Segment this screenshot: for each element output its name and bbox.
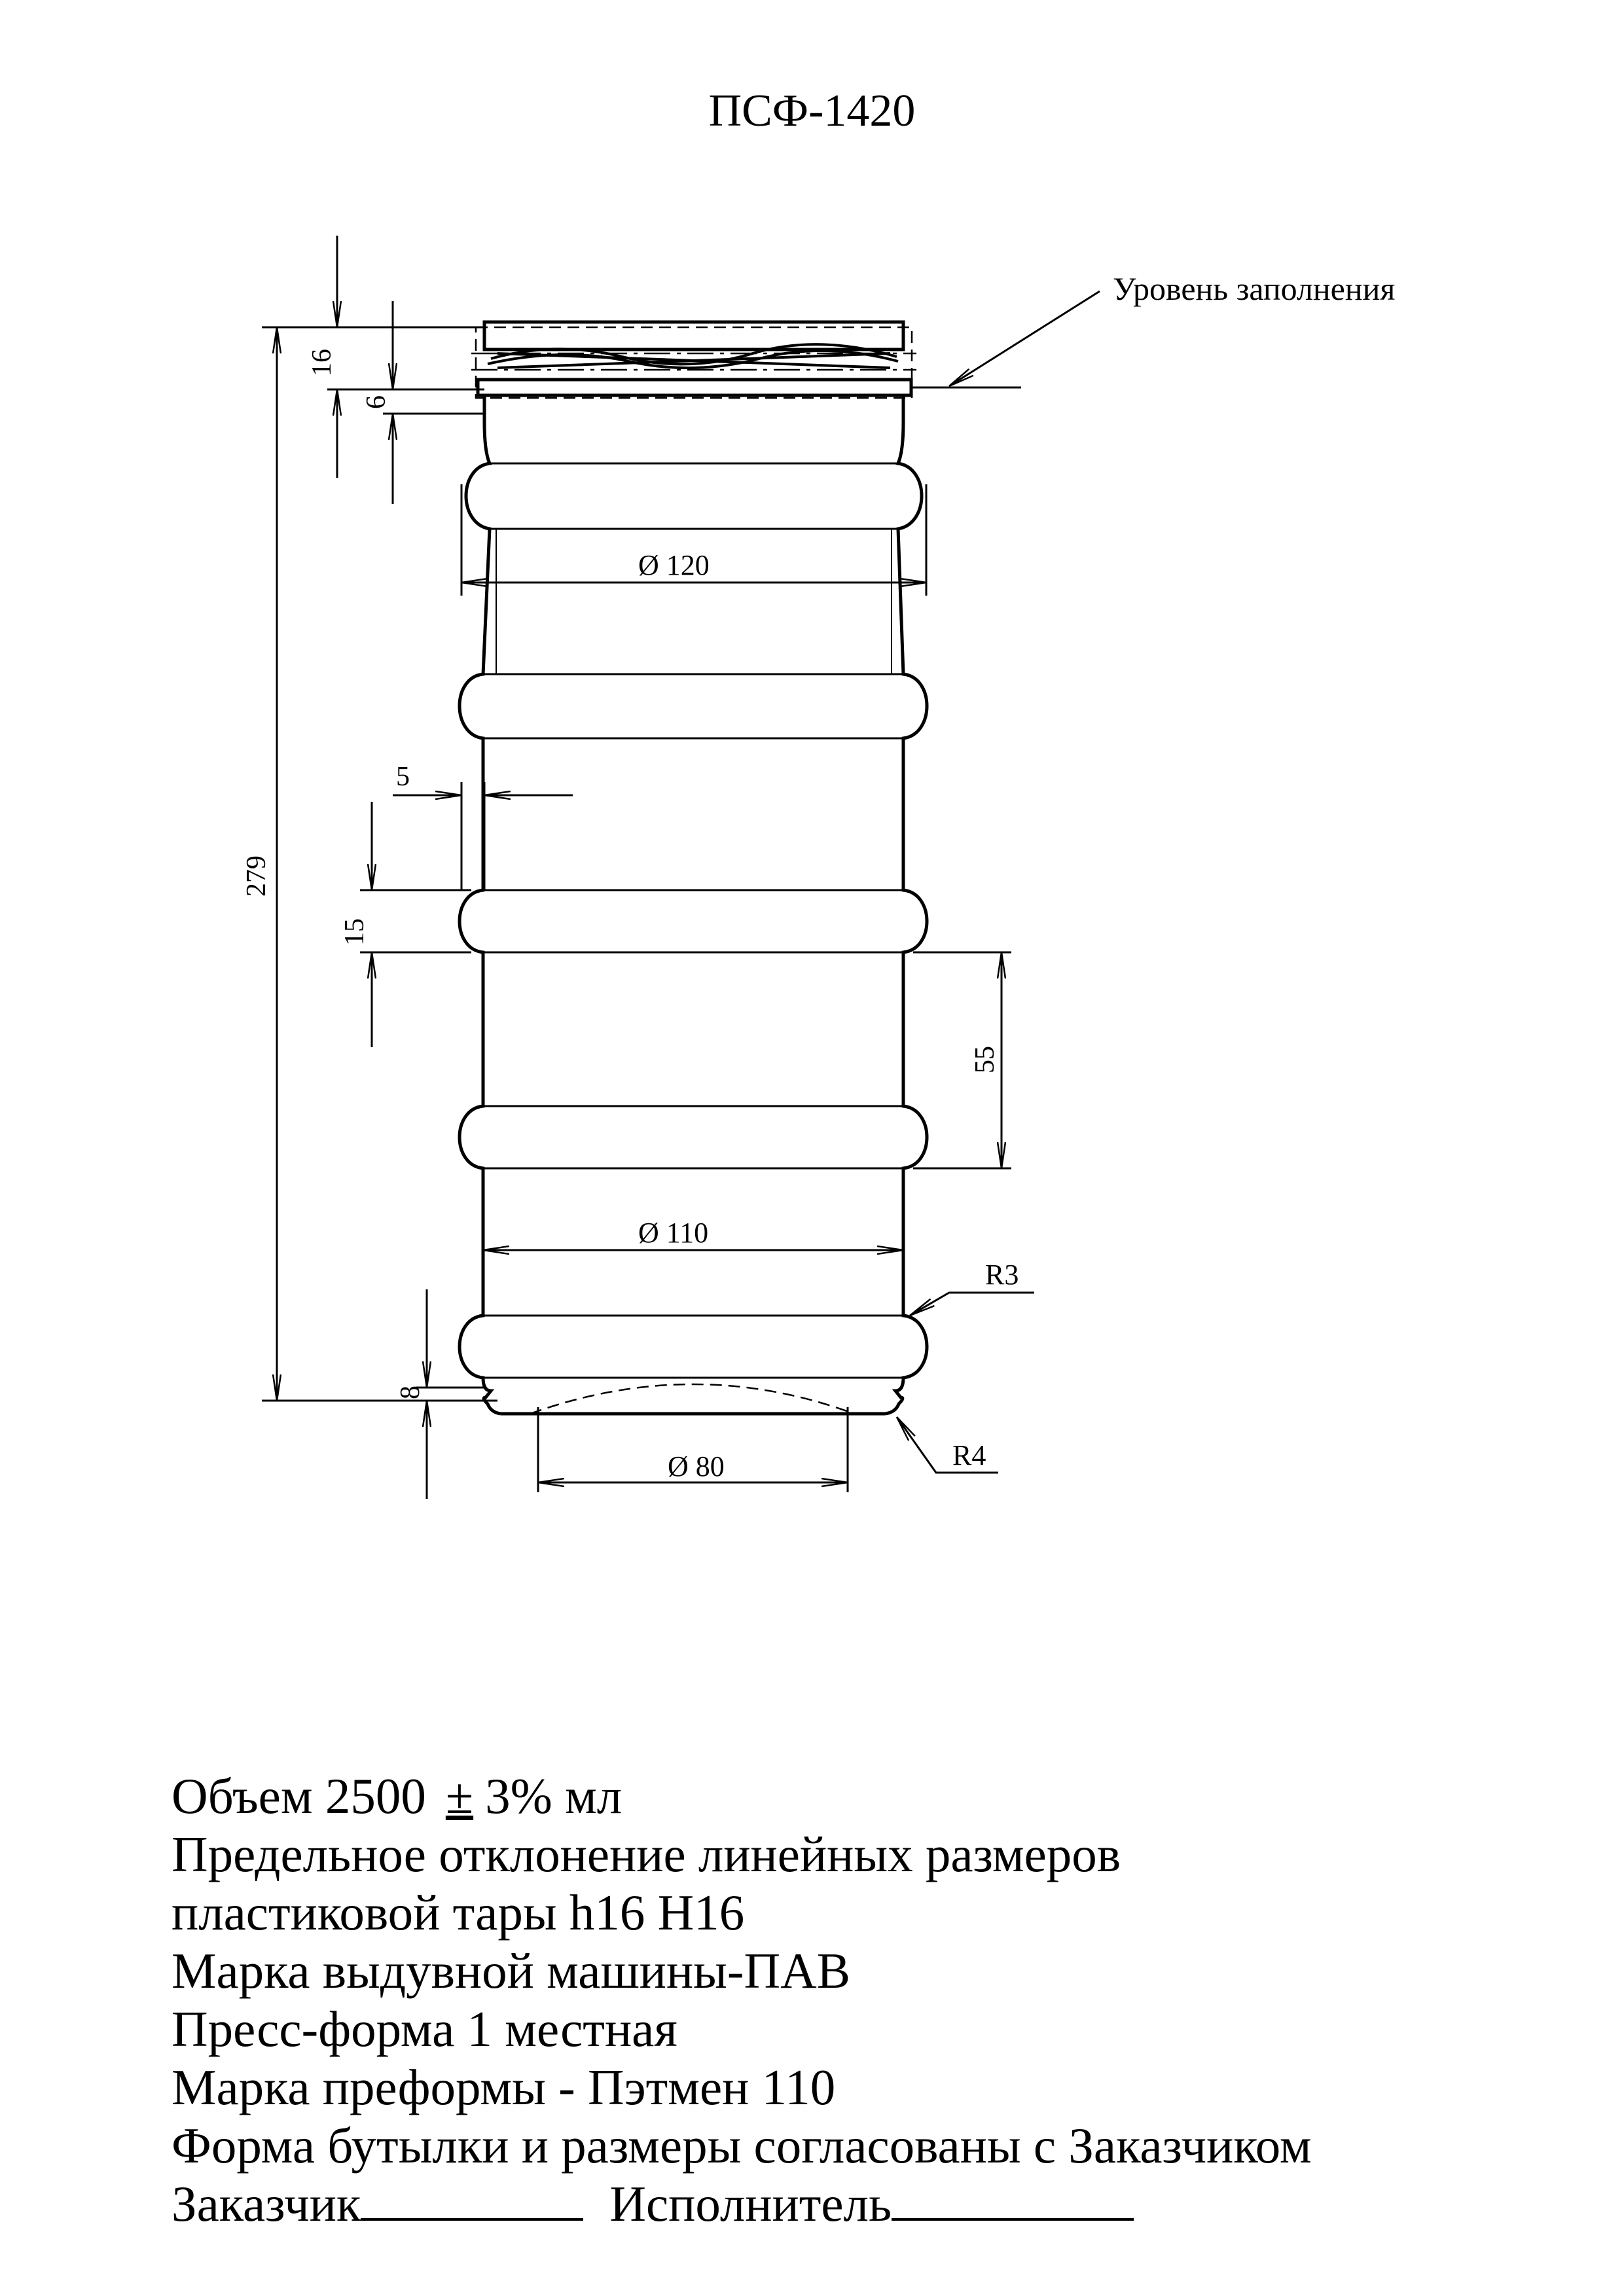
note-signatures [171, 2175, 1312, 2233]
dim-neck-offset: 6 [361, 395, 391, 409]
drawing-title: ПСФ-1420 [708, 86, 916, 136]
dim-rib-depth: 5 [396, 762, 410, 792]
specification-notes [171, 1767, 1312, 2233]
note-preform: Марка преформы - Пэтмен 110 [171, 2059, 836, 2115]
dim-diameter-base: Ø 80 [668, 1450, 725, 1482]
dim-diameter-body: Ø 120 [638, 549, 710, 581]
dim-panel-height: 55 [970, 1046, 1000, 1073]
dim-radius-upper: R3 [985, 1259, 1019, 1291]
neck-ring [478, 380, 911, 395]
contractor-signature-line[interactable] [892, 2217, 1134, 2221]
note-volume-suffix: 3% мл [485, 1768, 623, 1824]
dim-base-height: 8 [395, 1386, 425, 1399]
note-tolerance-line2: пластиковой тары h16 H16 [171, 1884, 745, 1941]
dim-diameter-lower: Ø 110 [638, 1217, 709, 1249]
contractor-label: Исполнитель [609, 2176, 892, 2232]
dim-rib-height: 15 [340, 918, 370, 946]
fill-level-label: Уровень заполнения [1113, 270, 1396, 307]
customer-label: Заказчик [171, 2176, 361, 2232]
note-mold: Пресс-форма 1 местная [171, 2001, 677, 2057]
note-machine: Марка выдувной машины-ПАВ [171, 1943, 851, 1999]
customer-signature-line[interactable] [361, 2217, 583, 2221]
dim-radius-lower: R4 [952, 1439, 986, 1471]
note-tolerance-line1: Предельное отклонение линейных размеров [171, 1826, 1121, 1882]
note-volume-tolerance: ± [445, 1768, 474, 1824]
fill-level-leader [949, 291, 1100, 386]
dim-neck-height: 16 [307, 349, 337, 376]
note-agreement: Форма бутылки и размеры согласованы с Заказчиком [171, 2117, 1312, 2174]
dimension-lines [262, 236, 1034, 1499]
note-volume-prefix: Объем 2500 [171, 1768, 426, 1824]
dim-height-total: 279 [242, 855, 272, 897]
note-volume [171, 1767, 1312, 1825]
bottle-left-profile [460, 395, 501, 1414]
